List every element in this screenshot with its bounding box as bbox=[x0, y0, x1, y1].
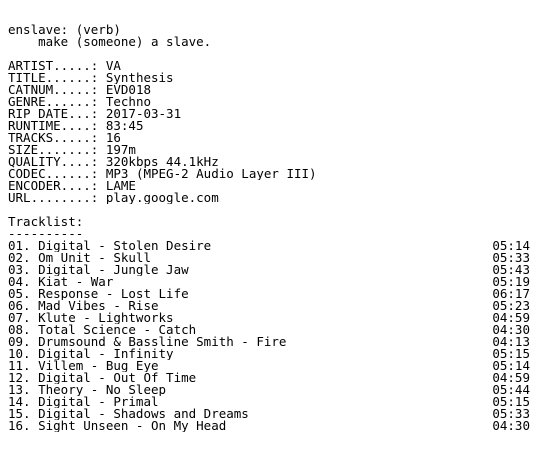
track-title: 07. Klute - Lightworks bbox=[8, 312, 174, 324]
track-row bbox=[8, 288, 530, 300]
track-row bbox=[8, 336, 530, 348]
spacer bbox=[8, 48, 530, 60]
track-row bbox=[8, 264, 530, 276]
track-title: 06. Mad Vibes - Rise bbox=[8, 300, 159, 312]
track-row bbox=[8, 420, 530, 432]
info-row bbox=[8, 96, 530, 108]
definition-headword: enslave: (verb) bbox=[8, 24, 121, 36]
track-time: 05:14 bbox=[492, 360, 530, 372]
track-title: 01. Digital - Stolen Desire bbox=[8, 240, 212, 252]
info-label: RUNTIME....: bbox=[8, 120, 99, 132]
track-time: 05:15 bbox=[492, 396, 530, 408]
info-value: Synthesis bbox=[105, 72, 174, 84]
track-row bbox=[8, 384, 530, 396]
tracklist-heading: Tracklist: bbox=[8, 216, 84, 228]
track-time: 06:17 bbox=[492, 288, 530, 300]
track-row bbox=[8, 360, 530, 372]
track-time: 04:30 bbox=[492, 420, 530, 432]
info-row bbox=[8, 180, 530, 192]
info-label: ENCODER....: bbox=[8, 180, 99, 192]
track-row bbox=[8, 408, 530, 420]
info-label: TRACKS.....: bbox=[8, 132, 99, 144]
info-value: LAME bbox=[105, 180, 136, 192]
info-row bbox=[8, 60, 530, 72]
track-row bbox=[8, 348, 530, 360]
track-time: 04:59 bbox=[492, 312, 530, 324]
track-time: 04:30 bbox=[492, 324, 530, 336]
info-row bbox=[8, 120, 530, 132]
info-row bbox=[8, 84, 530, 96]
track-time: 05:33 bbox=[492, 252, 530, 264]
info-row bbox=[8, 156, 530, 168]
info-value: play.google.com bbox=[105, 192, 219, 204]
track-row bbox=[8, 240, 530, 252]
track-title: 04. Kiat - War bbox=[8, 276, 114, 288]
track-title: 11. Villem - Bug Eye bbox=[8, 360, 159, 372]
nfo-document bbox=[8, 24, 530, 432]
track-row bbox=[8, 252, 530, 264]
track-title: 08. Total Science - Catch bbox=[8, 324, 197, 336]
track-time: 05:33 bbox=[492, 408, 530, 420]
track-title: 03. Digital - Jungle Jaw bbox=[8, 264, 189, 276]
track-time: 05:43 bbox=[492, 264, 530, 276]
track-title: 09. Drumsound & Bassline Smith - Fire bbox=[8, 336, 287, 348]
info-label: SIZE.......: bbox=[8, 144, 99, 156]
info-row bbox=[8, 132, 530, 144]
info-value: 83:45 bbox=[105, 120, 144, 132]
info-value: MP3 (MPEG-2 Audio Layer III) bbox=[105, 168, 317, 180]
track-time: 04:59 bbox=[492, 372, 530, 384]
track-time: 04:13 bbox=[492, 336, 530, 348]
info-label: GENRE......: bbox=[8, 96, 99, 108]
track-row bbox=[8, 372, 530, 384]
info-value: 16 bbox=[105, 132, 121, 144]
info-value: EVD018 bbox=[105, 84, 151, 96]
track-title: 10. Digital - Infinity bbox=[8, 348, 174, 360]
info-label: RIP DATE...: bbox=[8, 108, 99, 120]
track-title: 13. Theory - No Sleep bbox=[8, 384, 167, 396]
track-title: 16. Sight Unseen - On My Head bbox=[8, 420, 227, 432]
info-label: CATNUM.....: bbox=[8, 84, 99, 96]
definition-meaning: make (someone) a slave. bbox=[8, 36, 212, 48]
info-row bbox=[8, 72, 530, 84]
info-row bbox=[8, 144, 530, 156]
track-row bbox=[8, 324, 530, 336]
track-time: 05:15 bbox=[492, 348, 530, 360]
info-label: URL........: bbox=[8, 192, 99, 204]
track-title: 02. Om Unit - Skull bbox=[8, 252, 151, 264]
info-row bbox=[8, 168, 530, 180]
track-row bbox=[8, 276, 530, 288]
tracklist-underline: ---------- bbox=[8, 228, 84, 240]
info-value: Techno bbox=[105, 96, 151, 108]
track-title: 05. Response - Lost Life bbox=[8, 288, 189, 300]
track-time: 05:14 bbox=[492, 240, 530, 252]
info-row bbox=[8, 192, 530, 204]
track-title: 12. Digital - Out Of Time bbox=[8, 372, 197, 384]
info-label: TITLE......: bbox=[8, 72, 99, 84]
track-time: 05:19 bbox=[492, 276, 530, 288]
info-value: 197m bbox=[105, 144, 136, 156]
info-label: ARTIST.....: bbox=[8, 60, 99, 72]
track-time: 05:23 bbox=[492, 300, 530, 312]
track-time: 05:44 bbox=[492, 384, 530, 396]
info-row bbox=[8, 108, 530, 120]
track-row bbox=[8, 300, 530, 312]
info-value: 320kbps 44.1kHz bbox=[105, 156, 219, 168]
info-value: 2017-03-31 bbox=[105, 108, 182, 120]
tracklist bbox=[8, 240, 530, 432]
track-row bbox=[8, 396, 530, 408]
spacer bbox=[8, 204, 530, 216]
release-info bbox=[8, 60, 530, 204]
info-value: VA bbox=[105, 60, 121, 72]
track-title: 15. Digital - Shadows and Dreams bbox=[8, 408, 249, 420]
info-label: QUALITY....: bbox=[8, 156, 99, 168]
track-row bbox=[8, 312, 530, 324]
info-label: CODEC......: bbox=[8, 168, 99, 180]
track-title: 14. Digital - Primal bbox=[8, 396, 159, 408]
